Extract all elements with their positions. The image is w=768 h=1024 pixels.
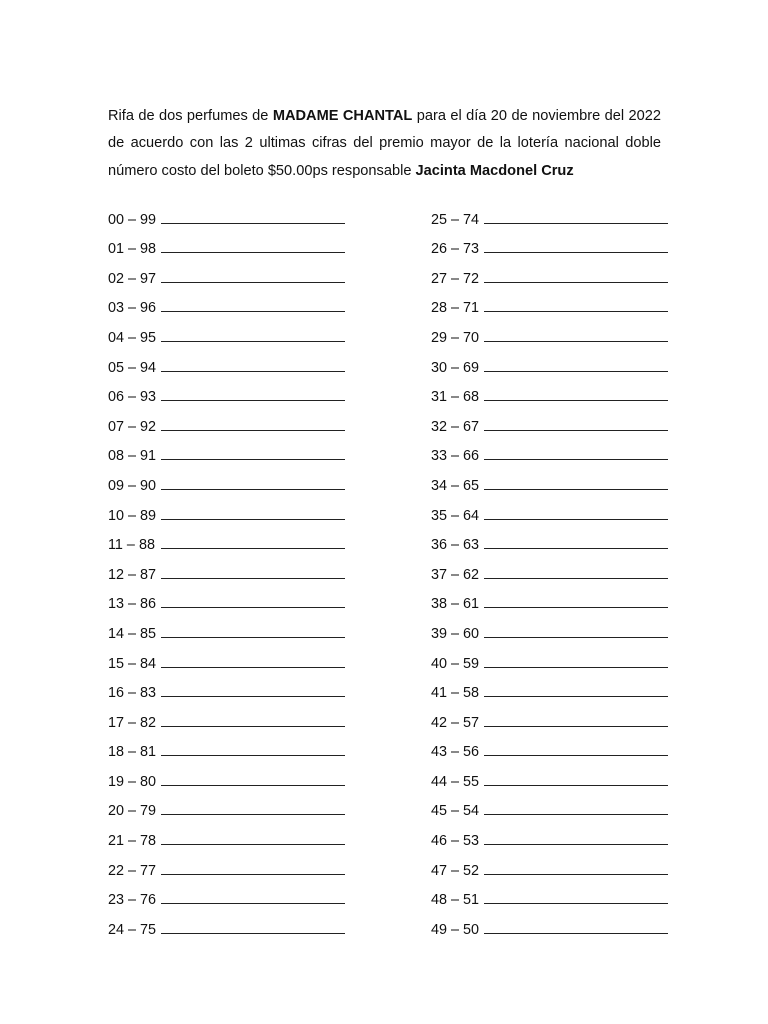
name-blank-line bbox=[161, 932, 345, 934]
ticket-number-pair: 10 – 89 bbox=[108, 507, 157, 524]
ticket-number-pair: 03 – 96 bbox=[108, 300, 157, 317]
ticket-number-pair: 42 – 57 bbox=[431, 714, 480, 731]
ticket-row bbox=[108, 583, 368, 613]
name-blank-line bbox=[161, 843, 345, 845]
name-blank-line bbox=[484, 843, 668, 845]
name-blank-line bbox=[484, 725, 668, 727]
ticket-row bbox=[108, 405, 368, 435]
ticket-row bbox=[431, 257, 691, 287]
ticket-row bbox=[108, 849, 368, 879]
ticket-list-right bbox=[431, 198, 691, 938]
ticket-number-pair: 29 – 70 bbox=[431, 329, 480, 346]
ticket-row bbox=[108, 316, 368, 346]
name-blank-line bbox=[161, 488, 345, 490]
name-blank-line bbox=[161, 281, 345, 283]
name-blank-line bbox=[161, 666, 345, 668]
ticket-row bbox=[431, 790, 691, 820]
ticket-number-pair: 07 – 92 bbox=[108, 418, 157, 435]
responsible-name: Jacinta Macdonel Cruz bbox=[415, 162, 574, 179]
ticket-number-pair: 01 – 98 bbox=[108, 241, 157, 258]
ticket-number-pair: 19 – 80 bbox=[108, 773, 157, 790]
ticket-number-pair: 39 – 60 bbox=[431, 625, 480, 642]
name-blank-line bbox=[484, 813, 668, 815]
ticket-number-pair: 20 – 79 bbox=[108, 803, 157, 820]
ticket-row bbox=[108, 435, 368, 465]
ticket-row bbox=[108, 346, 368, 376]
ticket-row bbox=[431, 583, 691, 613]
ticket-number-pair: 35 – 64 bbox=[431, 507, 480, 524]
ticket-row bbox=[431, 672, 691, 702]
ticket-number-pair: 16 – 83 bbox=[108, 685, 157, 702]
ticket-row bbox=[431, 819, 691, 849]
name-blank-line bbox=[484, 488, 668, 490]
name-blank-line bbox=[484, 695, 668, 697]
ticket-number-pair: 37 – 62 bbox=[431, 566, 480, 583]
ticket-row bbox=[108, 672, 368, 702]
ticket-number-pair: 47 – 52 bbox=[431, 862, 480, 879]
ticket-number-pair: 12 – 87 bbox=[108, 566, 157, 583]
ticket-row bbox=[431, 198, 691, 228]
ticket-number-pair: 06 – 93 bbox=[108, 389, 157, 406]
ticket-row bbox=[431, 376, 691, 406]
ticket-number-pair: 38 – 61 bbox=[431, 596, 480, 613]
ticket-number-pair: 14 – 85 bbox=[108, 625, 157, 642]
ticket-row bbox=[108, 287, 368, 317]
name-blank-line bbox=[161, 370, 345, 372]
intro-text-2: para el día 20 de noviembre del 2022 de acuerdo con las 2 ultimas cifras del premio mayor de la lotería nacional doble número costo del boleto $50.00ps responsable bbox=[108, 107, 661, 179]
name-blank-line bbox=[161, 222, 345, 224]
name-blank-line bbox=[484, 902, 668, 904]
ticket-row bbox=[431, 879, 691, 909]
ticket-row bbox=[108, 464, 368, 494]
raffle-description bbox=[108, 103, 661, 186]
ticket-number-pair: 46 – 53 bbox=[431, 833, 480, 850]
ticket-row bbox=[108, 701, 368, 731]
name-blank-line bbox=[161, 577, 345, 579]
name-blank-line bbox=[161, 429, 345, 431]
ticket-number-pair: 25 – 74 bbox=[431, 211, 480, 228]
name-blank-line bbox=[484, 932, 668, 934]
name-blank-line bbox=[161, 754, 345, 756]
ticket-row bbox=[431, 464, 691, 494]
ticket-row bbox=[431, 228, 691, 258]
ticket-number-pair: 22 – 77 bbox=[108, 862, 157, 879]
name-blank-line bbox=[161, 251, 345, 253]
name-blank-line bbox=[484, 547, 668, 549]
ticket-number-pair: 31 – 68 bbox=[431, 389, 480, 406]
ticket-number-pair: 02 – 97 bbox=[108, 270, 157, 287]
ticket-row bbox=[431, 642, 691, 672]
name-blank-line bbox=[484, 429, 668, 431]
name-blank-line bbox=[484, 251, 668, 253]
ticket-number-pair: 17 – 82 bbox=[108, 714, 157, 731]
ticket-number-pair: 32 – 67 bbox=[431, 418, 480, 435]
ticket-number-pair: 40 – 59 bbox=[431, 655, 480, 672]
name-blank-line bbox=[484, 873, 668, 875]
ticket-row bbox=[431, 553, 691, 583]
ticket-row bbox=[431, 316, 691, 346]
ticket-number-pair: 45 – 54 bbox=[431, 803, 480, 820]
name-blank-line bbox=[161, 399, 345, 401]
name-blank-line bbox=[484, 666, 668, 668]
name-blank-line bbox=[484, 340, 668, 342]
ticket-row bbox=[108, 198, 368, 228]
name-blank-line bbox=[484, 754, 668, 756]
name-blank-line bbox=[161, 518, 345, 520]
ticket-row bbox=[108, 553, 368, 583]
ticket-number-pair: 15 – 84 bbox=[108, 655, 157, 672]
ticket-row bbox=[431, 908, 691, 938]
ticket-number-pair: 27 – 72 bbox=[431, 270, 480, 287]
ticket-row bbox=[108, 908, 368, 938]
ticket-number-pair: 24 – 75 bbox=[108, 921, 157, 938]
ticket-number-pair: 21 – 78 bbox=[108, 833, 157, 850]
ticket-row bbox=[431, 731, 691, 761]
ticket-number-pair: 43 – 56 bbox=[431, 744, 480, 761]
ticket-row bbox=[431, 287, 691, 317]
ticket-row bbox=[431, 849, 691, 879]
name-blank-line bbox=[484, 370, 668, 372]
ticket-row bbox=[431, 760, 691, 790]
ticket-row bbox=[108, 760, 368, 790]
ticket-row bbox=[431, 405, 691, 435]
name-blank-line bbox=[484, 606, 668, 608]
name-blank-line bbox=[161, 310, 345, 312]
ticket-number-pair: 23 – 76 bbox=[108, 892, 157, 909]
ticket-number-pair: 08 – 91 bbox=[108, 448, 157, 465]
intro-text-1: Rifa de dos perfumes de bbox=[108, 107, 273, 124]
ticket-row bbox=[108, 376, 368, 406]
ticket-number-pair: 30 – 69 bbox=[431, 359, 480, 376]
ticket-number-pair: 04 – 95 bbox=[108, 329, 157, 346]
ticket-row bbox=[431, 701, 691, 731]
name-blank-line bbox=[484, 399, 668, 401]
name-blank-line bbox=[161, 813, 345, 815]
ticket-number-pair: 44 – 55 bbox=[431, 773, 480, 790]
ticket-number-pair: 48 – 51 bbox=[431, 892, 480, 909]
ticket-number-pair: 00 – 99 bbox=[108, 211, 157, 228]
ticket-number-pair: 34 – 65 bbox=[431, 477, 480, 494]
name-blank-line bbox=[161, 725, 345, 727]
name-blank-line bbox=[484, 281, 668, 283]
ticket-row bbox=[431, 435, 691, 465]
name-blank-line bbox=[161, 606, 345, 608]
ticket-number-pair: 05 – 94 bbox=[108, 359, 157, 376]
ticket-row bbox=[108, 524, 368, 554]
ticket-number-pair: 49 – 50 bbox=[431, 921, 480, 938]
ticket-row bbox=[431, 494, 691, 524]
name-blank-line bbox=[161, 340, 345, 342]
ticket-number-pair: 28 – 71 bbox=[431, 300, 480, 317]
ticket-row bbox=[108, 612, 368, 642]
ticket-row bbox=[108, 642, 368, 672]
ticket-number-pair: 13 – 86 bbox=[108, 596, 157, 613]
name-blank-line bbox=[484, 577, 668, 579]
ticket-number-pair: 33 – 66 bbox=[431, 448, 480, 465]
ticket-row bbox=[108, 790, 368, 820]
name-blank-line bbox=[161, 458, 345, 460]
ticket-number-pair: 18 – 81 bbox=[108, 744, 157, 761]
ticket-number-pair: 09 – 90 bbox=[108, 477, 157, 494]
name-blank-line bbox=[484, 310, 668, 312]
ticket-row bbox=[108, 731, 368, 761]
ticket-row bbox=[108, 494, 368, 524]
name-blank-line bbox=[484, 518, 668, 520]
name-blank-line bbox=[161, 636, 345, 638]
ticket-number-pair: 36 – 63 bbox=[431, 537, 480, 554]
ticket-row bbox=[108, 879, 368, 909]
name-blank-line bbox=[161, 873, 345, 875]
ticket-number-pair: 41 – 58 bbox=[431, 685, 480, 702]
name-blank-line bbox=[161, 695, 345, 697]
ticket-row bbox=[431, 346, 691, 376]
ticket-row bbox=[108, 819, 368, 849]
name-blank-line bbox=[484, 636, 668, 638]
name-blank-line bbox=[484, 784, 668, 786]
ticket-list-left bbox=[108, 198, 368, 938]
ticket-row bbox=[108, 228, 368, 258]
ticket-row bbox=[431, 524, 691, 554]
ticket-row bbox=[108, 257, 368, 287]
ticket-row bbox=[431, 612, 691, 642]
brand-name: MADAME CHANTAL bbox=[272, 107, 413, 124]
name-blank-line bbox=[161, 902, 345, 904]
ticket-number-pair: 11 – 88 bbox=[108, 537, 155, 554]
ticket-number-pair: 26 – 73 bbox=[431, 241, 480, 258]
name-blank-line bbox=[161, 547, 345, 549]
name-blank-line bbox=[484, 458, 668, 460]
name-blank-line bbox=[161, 784, 345, 786]
name-blank-line bbox=[484, 222, 668, 224]
